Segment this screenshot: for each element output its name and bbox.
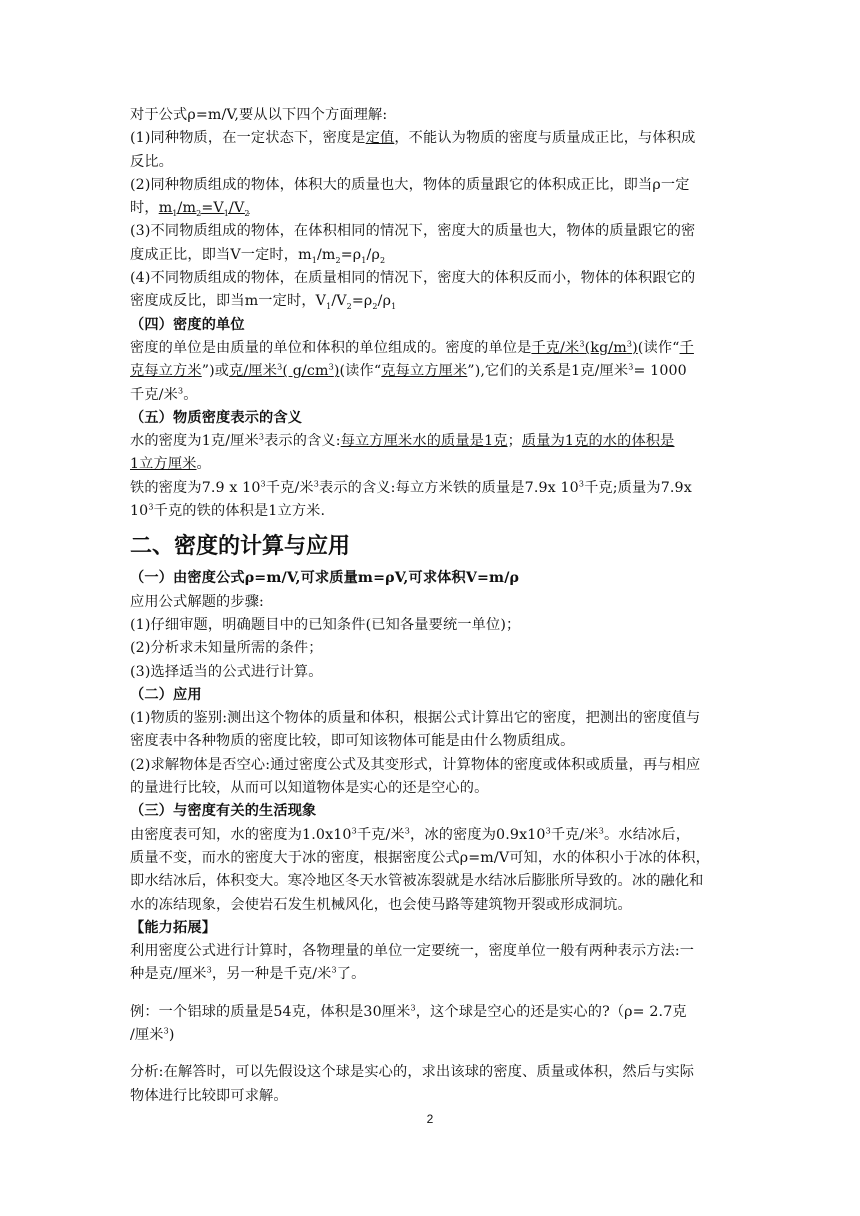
text-line (130, 847, 732, 870)
underlined-text: 克每立方厘米 (381, 363, 468, 380)
section-heading (130, 684, 732, 707)
superscript: 3 (148, 502, 154, 512)
text: (1)物质的鉴别:测出这个物体的质量和体积，根据公式计算出它的密度，把测出的密度值与 (130, 710, 701, 727)
text: ； (507, 433, 522, 450)
text: 密度的单位是由质量的单位和体积的单位组成的。密度的单位是 (130, 339, 532, 356)
superscript: 3 (626, 339, 633, 349)
text: 克/厘米 (229, 363, 278, 380)
subscript: 1 (172, 209, 178, 219)
formula-underlined (158, 200, 250, 219)
text: 千克/米 (531, 339, 580, 356)
text: (读作“ (637, 339, 680, 356)
text-line (130, 870, 732, 893)
subscript: 2 (372, 302, 378, 312)
text: 物体进行比较即可求解。 (130, 1087, 288, 1104)
text-line (130, 1001, 732, 1024)
text: 表示的含义:每立方米铁的质量是7.9x 10 (318, 479, 579, 496)
text-line (130, 337, 732, 360)
text: 千克/米 (550, 826, 599, 843)
subscript: 1 (311, 255, 317, 265)
text: 的量进行比较，从而可以知道物体是实心的还是空心的。 (130, 780, 489, 797)
text: （四）密度的单位 (130, 316, 245, 333)
text: =V (201, 200, 224, 217)
text: 水的密度为1克/厘米 (130, 433, 259, 450)
subscript: 2 (379, 255, 386, 265)
superscript: 3 (351, 825, 357, 835)
underlined-text: 质量为1克的水的体积是 (521, 433, 675, 450)
text-line (130, 614, 732, 637)
section-heading (130, 567, 732, 590)
text: 密度成反比，即当m一定时，V (130, 293, 327, 310)
text: 千克的铁的体积是1立方米. (153, 503, 326, 520)
text: (3)不同物质组成的物体，在体积相同的情况下，密度大的质量也大，物体的质量跟它的密 (130, 223, 696, 240)
text-line (130, 220, 732, 243)
subscript: 1 (326, 302, 332, 312)
superscript: 3 (598, 825, 605, 835)
text: ，不能认为物质的密度与质量成正比，与体积成 (394, 130, 696, 147)
text: （二）应用 (130, 686, 202, 703)
text: 反比。 (130, 153, 174, 170)
text: /m (316, 246, 336, 263)
text-line (130, 777, 732, 800)
text: /V (229, 200, 245, 217)
paragraph-gap (130, 987, 732, 1001)
text-line (130, 1061, 732, 1084)
text-line (130, 151, 732, 174)
text-line (130, 197, 732, 220)
subscript: 1 (361, 255, 367, 265)
text: (4)不同物质组成的物体，在质量相同的情况下，密度大的体积反而小，物体的体积跟它的 (130, 270, 696, 287)
text: (2)分析求未知量所需的条件； (130, 640, 323, 657)
text: 利用密度公式进行计算时，各物理量的单位一定要统一，密度单位一般有两种表示方法:一 (130, 943, 695, 960)
text: 。 (196, 456, 211, 473)
superscript: 3 (545, 825, 551, 835)
text: /ρ (377, 293, 392, 310)
section-heading (130, 917, 732, 940)
text: (2)同种物质组成的物体，体积大的质量也大，物体的质量跟它的体积成正比，即当ρ一定 (130, 176, 690, 193)
text: m (158, 200, 173, 217)
subscript: 2 (346, 302, 352, 312)
underlined-text: 定值 (365, 130, 395, 147)
text: 即水结冰后，体积变大。寒冷地区冬天水管被冻裂就是水结冰后膨胀所导致的。冰的融化和 (130, 873, 704, 890)
subscript: 1 (223, 209, 230, 219)
text-line (130, 637, 732, 660)
superscript: 3 (277, 362, 283, 372)
text: （三）与密度有关的生活现象 (130, 803, 317, 820)
text: =ρ (340, 246, 362, 263)
page-number: 2 (426, 1112, 434, 1126)
text: ) (632, 339, 638, 356)
text: （五）物质密度表示的含义 (130, 409, 303, 426)
text: 应用公式解题的步骤: (130, 593, 264, 610)
text: = 1000 (633, 363, 687, 380)
text-line (130, 384, 732, 407)
text: 质量不变，而水的密度大于冰的密度，根据密度公式ρ=m/V可知，水的体积小于冰的体积， (130, 849, 710, 866)
superscript: 3 (410, 1002, 416, 1012)
text: 时， (130, 200, 159, 217)
text-line (130, 290, 732, 313)
text: 二、密度的计算与应用 (130, 533, 351, 560)
text: (kg/m (584, 339, 627, 356)
text: 水的冻结现象，会使岩石发生机械风化，也会使马路等建筑物开裂或形成洞坑。 (130, 896, 632, 913)
text-line (130, 661, 732, 684)
text: 10 (130, 503, 149, 520)
section-heading (130, 800, 732, 823)
text: 度成正比，即当V一定时，m (130, 246, 312, 263)
superscript: 3 (177, 385, 184, 395)
superscript: 3 (313, 479, 319, 489)
document-body (130, 104, 732, 1108)
text-line (130, 1085, 732, 1108)
text: 分析:在解答时，可以先假设这个球是实心的，求出该球的密度、质量或体积，然后与实际 (130, 1064, 695, 1081)
text: ) (168, 1026, 175, 1043)
section-heading (130, 314, 732, 337)
underlined-text: 千 (679, 339, 694, 356)
text: 【能力拓展】 (130, 919, 217, 936)
text-line (130, 963, 732, 986)
superscript: 3 (331, 965, 337, 975)
text-line (130, 430, 732, 453)
text-line (130, 1024, 732, 1047)
text-line (130, 267, 732, 290)
text: ”),它们的关系是1克/厘米 (467, 363, 629, 380)
underlined-text: 每立方厘米水的质量是1克 (340, 433, 508, 450)
text: 对于公式ρ=m/V,要从以下四个方面理解: (130, 107, 388, 123)
superscript: 3 (163, 1026, 169, 1036)
superscript: 3 (579, 339, 585, 349)
text: 了。 (336, 966, 366, 983)
text-line (130, 500, 732, 523)
text: 千克;质量为7.9x (584, 479, 692, 496)
underlined-text: 克每立方米 (130, 363, 202, 380)
text-line (130, 754, 732, 777)
text-line (130, 730, 732, 753)
text: 千克/米 (356, 826, 405, 843)
text: 。 (183, 386, 198, 403)
text-line (130, 104, 732, 127)
text-line (130, 894, 732, 917)
text-line (130, 477, 732, 500)
text-line (130, 453, 732, 476)
text: 千克/米 (130, 386, 178, 403)
underlined-text: 1立方厘米 (130, 456, 197, 473)
text: 千克/米 (265, 479, 314, 496)
superscript: 3 (260, 479, 266, 489)
superscript: 3 (628, 362, 634, 372)
text-line (130, 940, 732, 963)
superscript: 3 (404, 825, 411, 835)
text: 种是克/厘米 (130, 966, 207, 983)
text: 。水结冰后， (604, 826, 691, 843)
underlined-unit (229, 363, 339, 379)
text-line (130, 360, 732, 383)
text: 例：一个铝球的质量是54克，体积是30厘米 (130, 1003, 411, 1020)
text: 密度表中各种物质的密度比较，即可知该物体可能是由什么物质组成。 (130, 733, 575, 750)
text-line (130, 591, 732, 614)
text-line (130, 244, 732, 267)
text: （一）由密度公式ρ=m/V,可求质量m=ρV,可求体积V=m/ρ (130, 570, 520, 587)
superscript: 3 (578, 479, 585, 489)
superscript: 3 (206, 965, 212, 975)
paragraph-gap (130, 1047, 732, 1061)
superscript: 3 (258, 432, 265, 442)
text: 铁的密度为7.9 x 10 (130, 479, 261, 496)
superscript: 3 (328, 362, 334, 372)
text: /ρ (366, 246, 380, 263)
text: /V (331, 293, 347, 310)
subscript: 2 (244, 209, 250, 219)
text-line (130, 127, 732, 150)
text: ，冰的密度为0.9x10 (410, 826, 546, 843)
text: 表示的含义: (264, 433, 341, 450)
text: 由密度表可知，水的密度为1.0x10 (130, 826, 352, 843)
text: ，另一种是千克/米 (211, 966, 332, 983)
text-line (130, 824, 732, 847)
text-line (130, 707, 732, 730)
text: ( g/cm (282, 363, 329, 380)
underlined-unit (531, 340, 637, 356)
chapter-heading (130, 529, 732, 563)
text: ) (333, 363, 340, 380)
section-heading (130, 407, 732, 430)
text: (2)求解物体是否空心:通过密度公式及其变形式，计算物体的密度或体积或质量，再与相应 (130, 756, 701, 773)
text: (3)选择适当的公式进行计算。 (130, 663, 323, 680)
text-line (130, 174, 732, 197)
text: (读作“ (339, 363, 382, 380)
subscript: 2 (335, 255, 341, 265)
subscript: 2 (196, 209, 202, 219)
text: (1)同种物质，在一定状态下，密度是 (130, 130, 366, 147)
text: /m (177, 200, 197, 217)
text: =ρ (351, 293, 373, 310)
text: (1)仔细审题，明确题目中的已知条件(已知各量要统一单位)； (130, 616, 521, 633)
subscript: 1 (391, 302, 397, 312)
text: ，这个球是空心的还是实心的?（ρ= 2.7克 (415, 1003, 687, 1020)
text: ”)或 (201, 363, 230, 380)
text: /厘米 (130, 1026, 164, 1043)
